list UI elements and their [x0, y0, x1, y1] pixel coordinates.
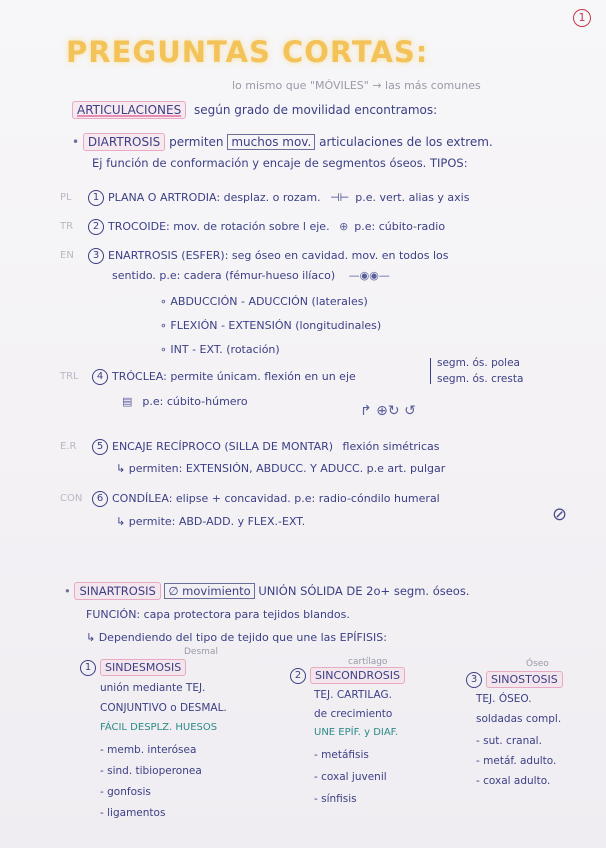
- troclea-brace: segm. ós. polea segm. ós. cresta: [430, 358, 523, 384]
- diartrosis-label: DIARTROSIS: [83, 133, 165, 151]
- diartrosis-desc1: permiten: [169, 135, 224, 149]
- sinc-item-3: - sínfisis: [314, 793, 357, 805]
- encaje-line2: ↳ permiten: EXTENSIÓN, ABDUCC. Y ADUCC. p.e art. pulgar: [116, 462, 446, 475]
- sind-line-2: CONJUNTIVO o DESMAL.: [100, 702, 227, 714]
- sinc-line-2: de crecimiento: [314, 708, 393, 720]
- page-number: 1: [573, 9, 591, 27]
- diartrosis-line: • DIARTROSIS permiten muchos mov. articulaciones de los extrem.: [72, 135, 493, 149]
- margin-con: CON: [60, 493, 83, 504]
- sinc-item-2: - coxal juvenil: [314, 771, 387, 783]
- sinartrosis-desc: UNIÓN SÓLIDA DE 2o+ segm. óseos.: [258, 584, 470, 598]
- troclea-example: ▤ p.e: cúbito-húmero: [122, 395, 248, 408]
- margin-tr: TR: [60, 221, 74, 232]
- articulaciones-heading: ARTICULACIONES: [72, 101, 186, 119]
- sind-item-3: - gonfosis: [100, 786, 151, 798]
- enartrosis-move-1: ∘ ABDUCCIÓN - ADUCCIÓN (laterales): [160, 295, 368, 308]
- margin-en: EN: [60, 250, 74, 261]
- type-plana: 1 PLANA O ARTRODIA: desplaz. o rozam. ⊣⊢ p.e. vert. alias y axis: [88, 190, 469, 206]
- sind-item-2: - sind. tibioperonea: [100, 765, 202, 777]
- diartrosis-line2: Ej función de conformación y encaje de segmentos óseos. TIPOS:: [92, 156, 468, 170]
- sinc-line-3: UNE EPÍF. y DIAF.: [314, 727, 399, 738]
- sino-item-3: - coxal adulto.: [476, 775, 551, 787]
- sind-line-1: unión mediante TEJ.: [100, 682, 206, 694]
- sinartrosis-line2: FUNCIÓN: capa protectora para tejidos blandos.: [86, 608, 350, 621]
- sino-item-2: - metáf. adulto.: [476, 755, 557, 767]
- margin-trl: TRL: [60, 371, 79, 382]
- sinartrosis-line: • SINARTROSIS ∅ movimiento UNIÓN SÓLIDA DE 2o+ segm. óseos.: [64, 584, 470, 598]
- page-title: PREGUNTAS CORTAS:: [66, 35, 429, 69]
- sinc-sup: cartílago: [348, 657, 388, 667]
- condilea-line2: ↳ permite: ABD-ADD. y FLEX.-EXT.: [116, 515, 306, 528]
- sind-line-3: FÁCIL DESPLZ. HUESOS: [100, 722, 218, 733]
- ball-joint-icon: —◉◉—: [348, 269, 390, 282]
- sinartrosis-boxed: ∅ movimiento: [164, 583, 254, 599]
- type-enartrosis: 3 ENARTROSIS (ESFER): seg óseo en cavidad. mov. en todos los: [88, 248, 448, 264]
- sinostosis-heading: 3 SINOSTOSIS: [466, 672, 563, 688]
- sind-item-1: - memb. interósea: [100, 744, 197, 756]
- sino-sup: Óseo: [526, 659, 549, 669]
- hinge-icon: ▤: [122, 395, 133, 408]
- sincondrosis-heading: 2 SINCONDROSIS: [290, 668, 405, 684]
- sinc-line-1: TEJ. CARTILAG.: [314, 689, 392, 701]
- type-enartrosis-line2: sentido. p.e: cadera (fémur-hueso ilíaco) —◉◉—: [112, 269, 390, 282]
- articulaciones-desc: según grado de movilidad encontramos:: [194, 103, 438, 117]
- sino-item-1: - sut. cranal.: [476, 735, 542, 747]
- condyle-icon: ⊘: [552, 504, 568, 525]
- note-top: lo mismo que "MÓVILES" → las más comunes: [232, 79, 481, 92]
- sino-line-1: TEJ. ÓSEO.: [476, 693, 532, 705]
- type-trocoide: 2 TROCOIDE: mov. de rotación sobre l eje. ⊕ p.e: cúbito-radio: [88, 219, 445, 235]
- sinartrosis-line3: ↳ Dependiendo del tipo de tejido que une las EPÍFISIS:: [86, 631, 387, 644]
- type-condilea: 6 CONDÍLEA: elipse + concavidad. p.e: radio-cóndilo humeral: [92, 491, 440, 507]
- sinartrosis-label: SINARTROSIS: [74, 582, 160, 600]
- sindesmosis-heading: 1 SINDESMOSIS: [80, 660, 186, 676]
- rotation-diagram-icon: ↱ ⊕↻ ↺: [360, 403, 416, 419]
- sinc-item-1: - metáfisis: [314, 749, 369, 761]
- margin-er: E.R: [60, 441, 77, 452]
- enartrosis-move-2: ∘ FLEXIÓN - EXTENSIÓN (longitudinales): [160, 319, 382, 332]
- sino-line-2: soldadas compl.: [476, 713, 562, 725]
- sind-sup: Desmal: [184, 647, 218, 657]
- diartrosis-desc2: articulaciones de los extrem.: [319, 135, 493, 149]
- margin-pl: PL: [60, 192, 72, 203]
- sind-item-4: - ligamentos: [100, 807, 166, 819]
- enartrosis-move-3: ∘ INT - EXT. (rotación): [160, 343, 280, 356]
- type-troclea: 4 TRÓCLEA: permite únicam. flexión en un eje: [92, 369, 356, 385]
- type-encaje: 5 ENCAJE RECÍPROCO (SILLA DE MONTAR) flexión simétricas: [92, 439, 439, 455]
- diartrosis-boxed: muchos mov.: [227, 134, 315, 150]
